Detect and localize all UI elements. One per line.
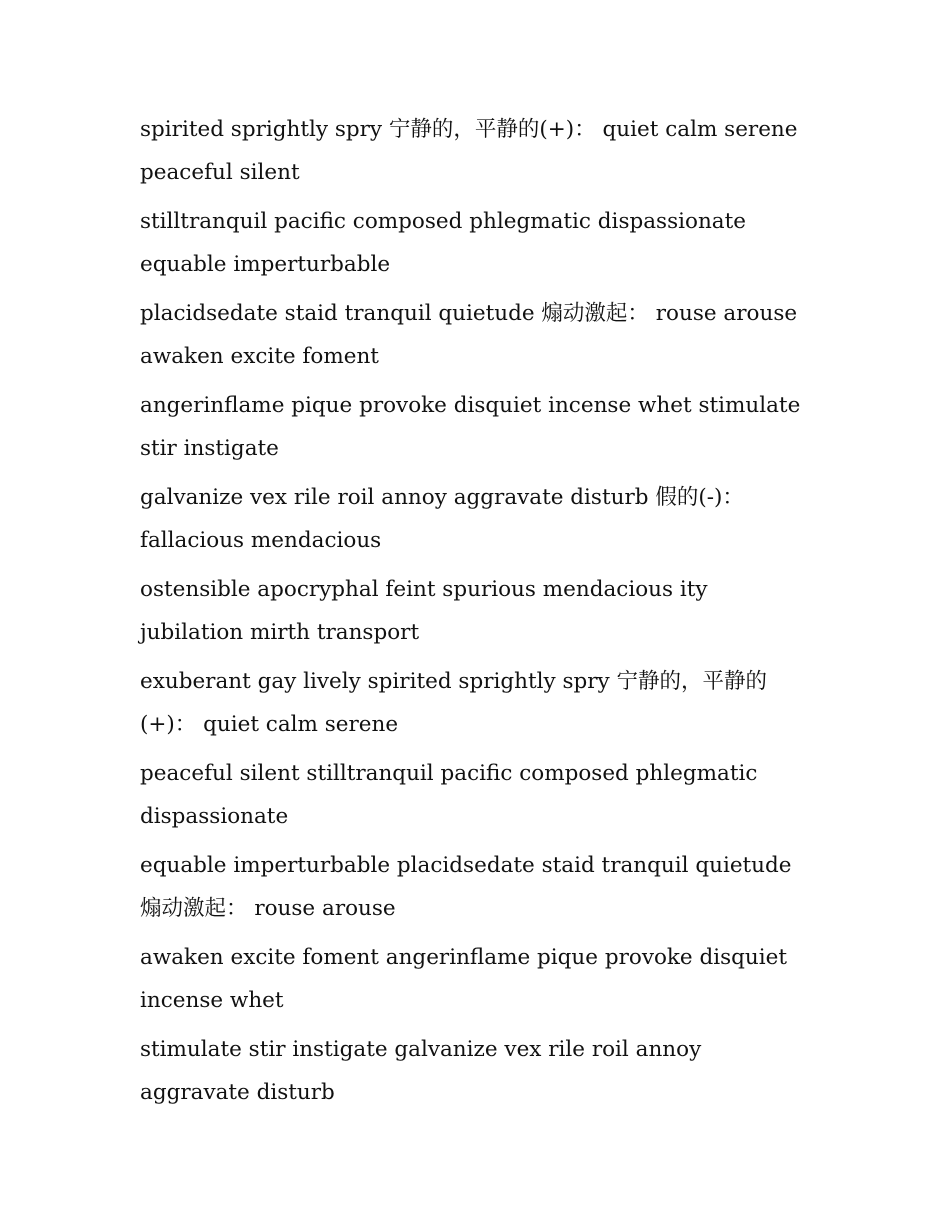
paragraph-1: spirited sprightly spry 宁静的，平静的(+)： quiet calm serene peaceful silent	[140, 117, 805, 185]
paragraph-11: stimulate stir instigate galvanize vex rile roil annoy aggravate disturb	[140, 1037, 709, 1105]
paragraph-10: awaken excite foment angerinflame pique provoke disquiet incense whet	[140, 945, 794, 1013]
paragraph-8: peaceful silent stilltranquil pacific composed phlegmatic dispassionate	[140, 761, 765, 829]
paragraph-3: placidsedate staid tranquil quietude 煽动激起： rouse arouse awaken excite foment	[140, 301, 804, 369]
paragraph-5: galvanize vex rile roil annoy aggravate disturb 假的(-)：fallacious mendacious	[140, 485, 744, 553]
paragraph-2: stilltranquil pacific composed phlegmatic dispassionate equable imperturbable	[140, 209, 753, 277]
paragraph-9: equable imperturbable placidsedate staid tranquil quietude 煽动激起： rouse arouse	[140, 853, 799, 921]
paragraph-7: exuberant gay lively spirited sprightly spry 宁静的，平静的(+)： quiet calm serene	[140, 669, 768, 737]
document-page	[140, 108, 810, 1120]
paragraph-4: angerinflame pique provoke disquiet incense whet stimulate stir instigate	[140, 393, 808, 461]
paragraph-6: ostensible apocryphal feint spurious mendacious ity jubilation mirth transport	[140, 577, 715, 645]
